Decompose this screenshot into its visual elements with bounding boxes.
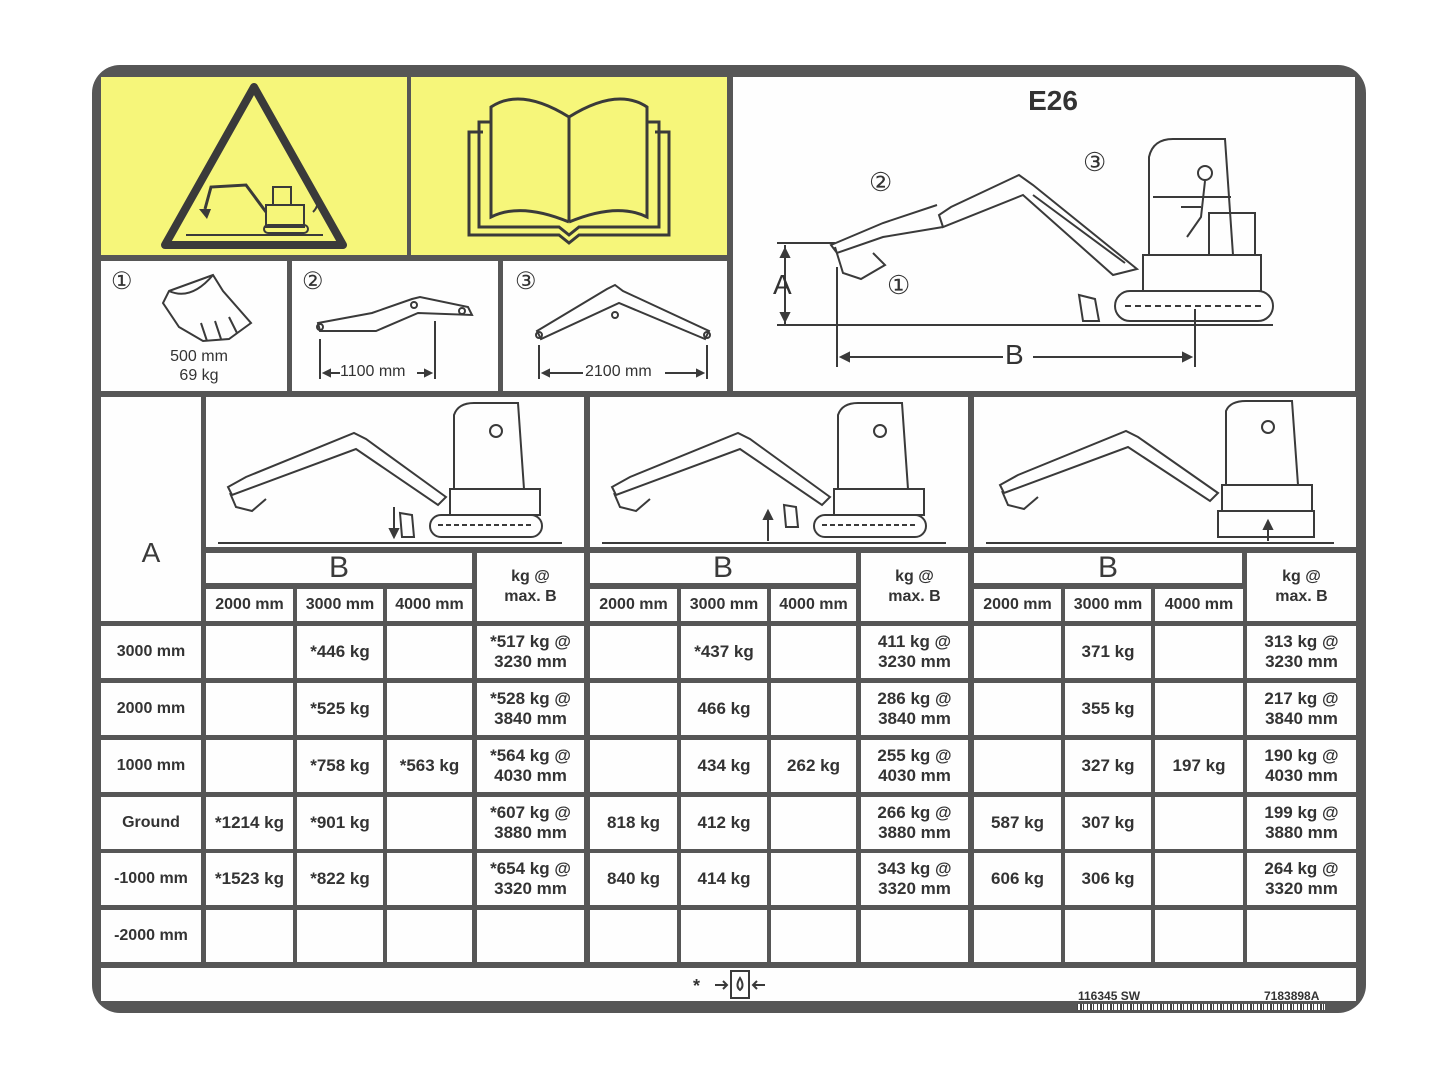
- load-cell: [861, 910, 968, 962]
- load-cell: [1155, 910, 1243, 962]
- condition-no-blade-panel: [974, 397, 1356, 547]
- attachment-number: ③: [515, 268, 537, 295]
- load-cell: [387, 853, 472, 905]
- attachment-number: ①: [111, 268, 133, 295]
- dist-header: 3000 mm: [297, 589, 383, 621]
- load-cell: 371 kg: [1065, 626, 1151, 678]
- barcode: [1077, 1004, 1325, 1010]
- load-cell: 313 kg @ 3230 mm: [1247, 626, 1356, 678]
- max-b-header-1: kg @ max. B: [477, 553, 584, 621]
- part-code-left: 116345 SW: [1078, 989, 1141, 1003]
- load-cell: [1155, 683, 1243, 735]
- load-cell: 818 kg: [590, 797, 677, 849]
- dist-header: 4000 mm: [387, 589, 472, 621]
- diagram-marker-1: ①: [887, 270, 911, 300]
- attachment-number: ②: [302, 268, 324, 295]
- load-cell: *517 kg @ 3230 mm: [477, 626, 584, 678]
- dist-header: 2000 mm: [206, 589, 293, 621]
- diagram-label-a: A: [773, 269, 792, 300]
- dist-header: 2000 mm: [590, 589, 677, 621]
- row-height-label: 1000 mm: [101, 740, 201, 792]
- load-cell: 190 kg @ 4030 mm: [1247, 740, 1356, 792]
- bucket-width: 500 mm: [170, 348, 228, 365]
- load-cell: *446 kg: [297, 626, 383, 678]
- load-cell: 587 kg: [974, 797, 1061, 849]
- load-cell: [771, 797, 856, 849]
- load-cell: [771, 626, 856, 678]
- load-cell: [297, 910, 383, 962]
- load-cell: [387, 683, 472, 735]
- load-cell: 306 kg: [1065, 853, 1151, 905]
- load-cell: 327 kg: [1065, 740, 1151, 792]
- load-cell: 840 kg: [590, 853, 677, 905]
- load-cell: [477, 910, 584, 962]
- load-cell: [974, 626, 1061, 678]
- bucket-weight: 69 kg: [179, 367, 219, 384]
- load-cell: [974, 910, 1061, 962]
- hydraulic-relief-icon: [711, 968, 771, 1001]
- dist-header: 2000 mm: [974, 589, 1061, 621]
- row-height-label: 2000 mm: [101, 683, 201, 735]
- row-height-label: -1000 mm: [101, 853, 201, 905]
- load-cell: 217 kg @ 3840 mm: [1247, 683, 1356, 735]
- excavator-blade-up-icon: [590, 397, 968, 547]
- load-cell: 199 kg @ 3880 mm: [1247, 797, 1356, 849]
- row-height-label: -2000 mm: [101, 910, 201, 962]
- max-b-header-3: kg @ max. B: [1247, 553, 1356, 621]
- load-cell: [206, 683, 293, 735]
- load-cell: *1214 kg: [206, 797, 293, 849]
- load-cell: *822 kg: [297, 853, 383, 905]
- load-cell: 262 kg: [771, 740, 856, 792]
- load-cell: [206, 626, 293, 678]
- load-cell: 412 kg: [681, 797, 767, 849]
- load-cell: 414 kg: [681, 853, 767, 905]
- warning-panel: [101, 77, 407, 255]
- condition-blade-up-panel: [590, 397, 968, 547]
- attachment-boom-panel: [503, 261, 727, 391]
- load-cell: 355 kg: [1065, 683, 1151, 735]
- boom-length: 2100 mm: [585, 363, 652, 380]
- load-cell: 266 kg @ 3880 mm: [861, 797, 968, 849]
- attachment-dipper-panel: [292, 261, 498, 391]
- load-cell: [1155, 853, 1243, 905]
- load-cell: *1523 kg: [206, 853, 293, 905]
- load-cell: 343 kg @ 3320 mm: [861, 853, 968, 905]
- row-height-label: Ground: [101, 797, 201, 849]
- b-header-2: B: [590, 553, 856, 583]
- excavator-side-icon: [974, 397, 1356, 547]
- load-cell: 197 kg: [1155, 740, 1243, 792]
- load-cell: [974, 683, 1061, 735]
- load-cell: *437 kg: [681, 626, 767, 678]
- load-cell: [1065, 910, 1151, 962]
- dipper-length: 1100 mm: [340, 363, 406, 380]
- dist-header: 4000 mm: [771, 589, 856, 621]
- load-cell: [974, 740, 1061, 792]
- load-cell: *564 kg @ 4030 mm: [477, 740, 584, 792]
- load-cell: [590, 626, 677, 678]
- dist-header: 3000 mm: [1065, 589, 1151, 621]
- warning-triangle-icon: [101, 77, 407, 255]
- load-cell: [387, 910, 472, 962]
- excavator-diagram: [733, 77, 1355, 391]
- dist-header: 3000 mm: [681, 589, 767, 621]
- load-cell: 606 kg: [974, 853, 1061, 905]
- load-cell: 411 kg @ 3230 mm: [861, 626, 968, 678]
- row-height-label: 3000 mm: [101, 626, 201, 678]
- max-b-header-2: kg @ max. B: [861, 553, 968, 621]
- load-cell: *528 kg @ 3840 mm: [477, 683, 584, 735]
- footer-panel: [101, 968, 1356, 1001]
- row-header-a: A: [101, 397, 201, 621]
- b-header-1: B: [206, 553, 472, 583]
- load-cell: [771, 853, 856, 905]
- load-cell: *525 kg: [297, 683, 383, 735]
- manual-panel: [411, 77, 727, 255]
- condition-blade-down-panel: [206, 397, 584, 547]
- load-cell: 466 kg: [681, 683, 767, 735]
- load-cell: [387, 626, 472, 678]
- load-cell: [771, 683, 856, 735]
- diagram-marker-2: ②: [869, 167, 893, 197]
- footer-star: *: [693, 976, 701, 996]
- load-cell: [590, 683, 677, 735]
- model-diagram-panel: [733, 77, 1355, 391]
- load-cell: [1155, 797, 1243, 849]
- load-cell: [387, 797, 472, 849]
- load-cell: *654 kg @ 3320 mm: [477, 853, 584, 905]
- excavator-blade-down-icon: [206, 397, 584, 547]
- diagram-label-b: B: [1005, 339, 1024, 370]
- model-title: E26: [1028, 85, 1078, 116]
- part-code-right: 7183898A: [1264, 989, 1320, 1003]
- diagram-marker-3: ③: [1083, 147, 1107, 177]
- load-cell: *901 kg: [297, 797, 383, 849]
- load-cell: [681, 910, 767, 962]
- load-cell: 286 kg @ 3840 mm: [861, 683, 968, 735]
- load-cell: 264 kg @ 3320 mm: [1247, 853, 1356, 905]
- load-cell: [771, 910, 856, 962]
- b-header-3: B: [974, 553, 1242, 583]
- load-cell: [590, 910, 677, 962]
- attachment-bucket-panel: [101, 261, 287, 391]
- load-cell: *758 kg: [297, 740, 383, 792]
- load-cell: 307 kg: [1065, 797, 1151, 849]
- load-cell: [206, 910, 293, 962]
- load-cell: [590, 740, 677, 792]
- load-cell: [206, 740, 293, 792]
- load-cell: 255 kg @ 4030 mm: [861, 740, 968, 792]
- load-cell: 434 kg: [681, 740, 767, 792]
- load-cell: *607 kg @ 3880 mm: [477, 797, 584, 849]
- dist-header: 4000 mm: [1155, 589, 1243, 621]
- load-cell: [1247, 910, 1356, 962]
- manual-book-icon: [411, 77, 727, 255]
- load-cell: *563 kg: [387, 740, 472, 792]
- load-cell: [1155, 626, 1243, 678]
